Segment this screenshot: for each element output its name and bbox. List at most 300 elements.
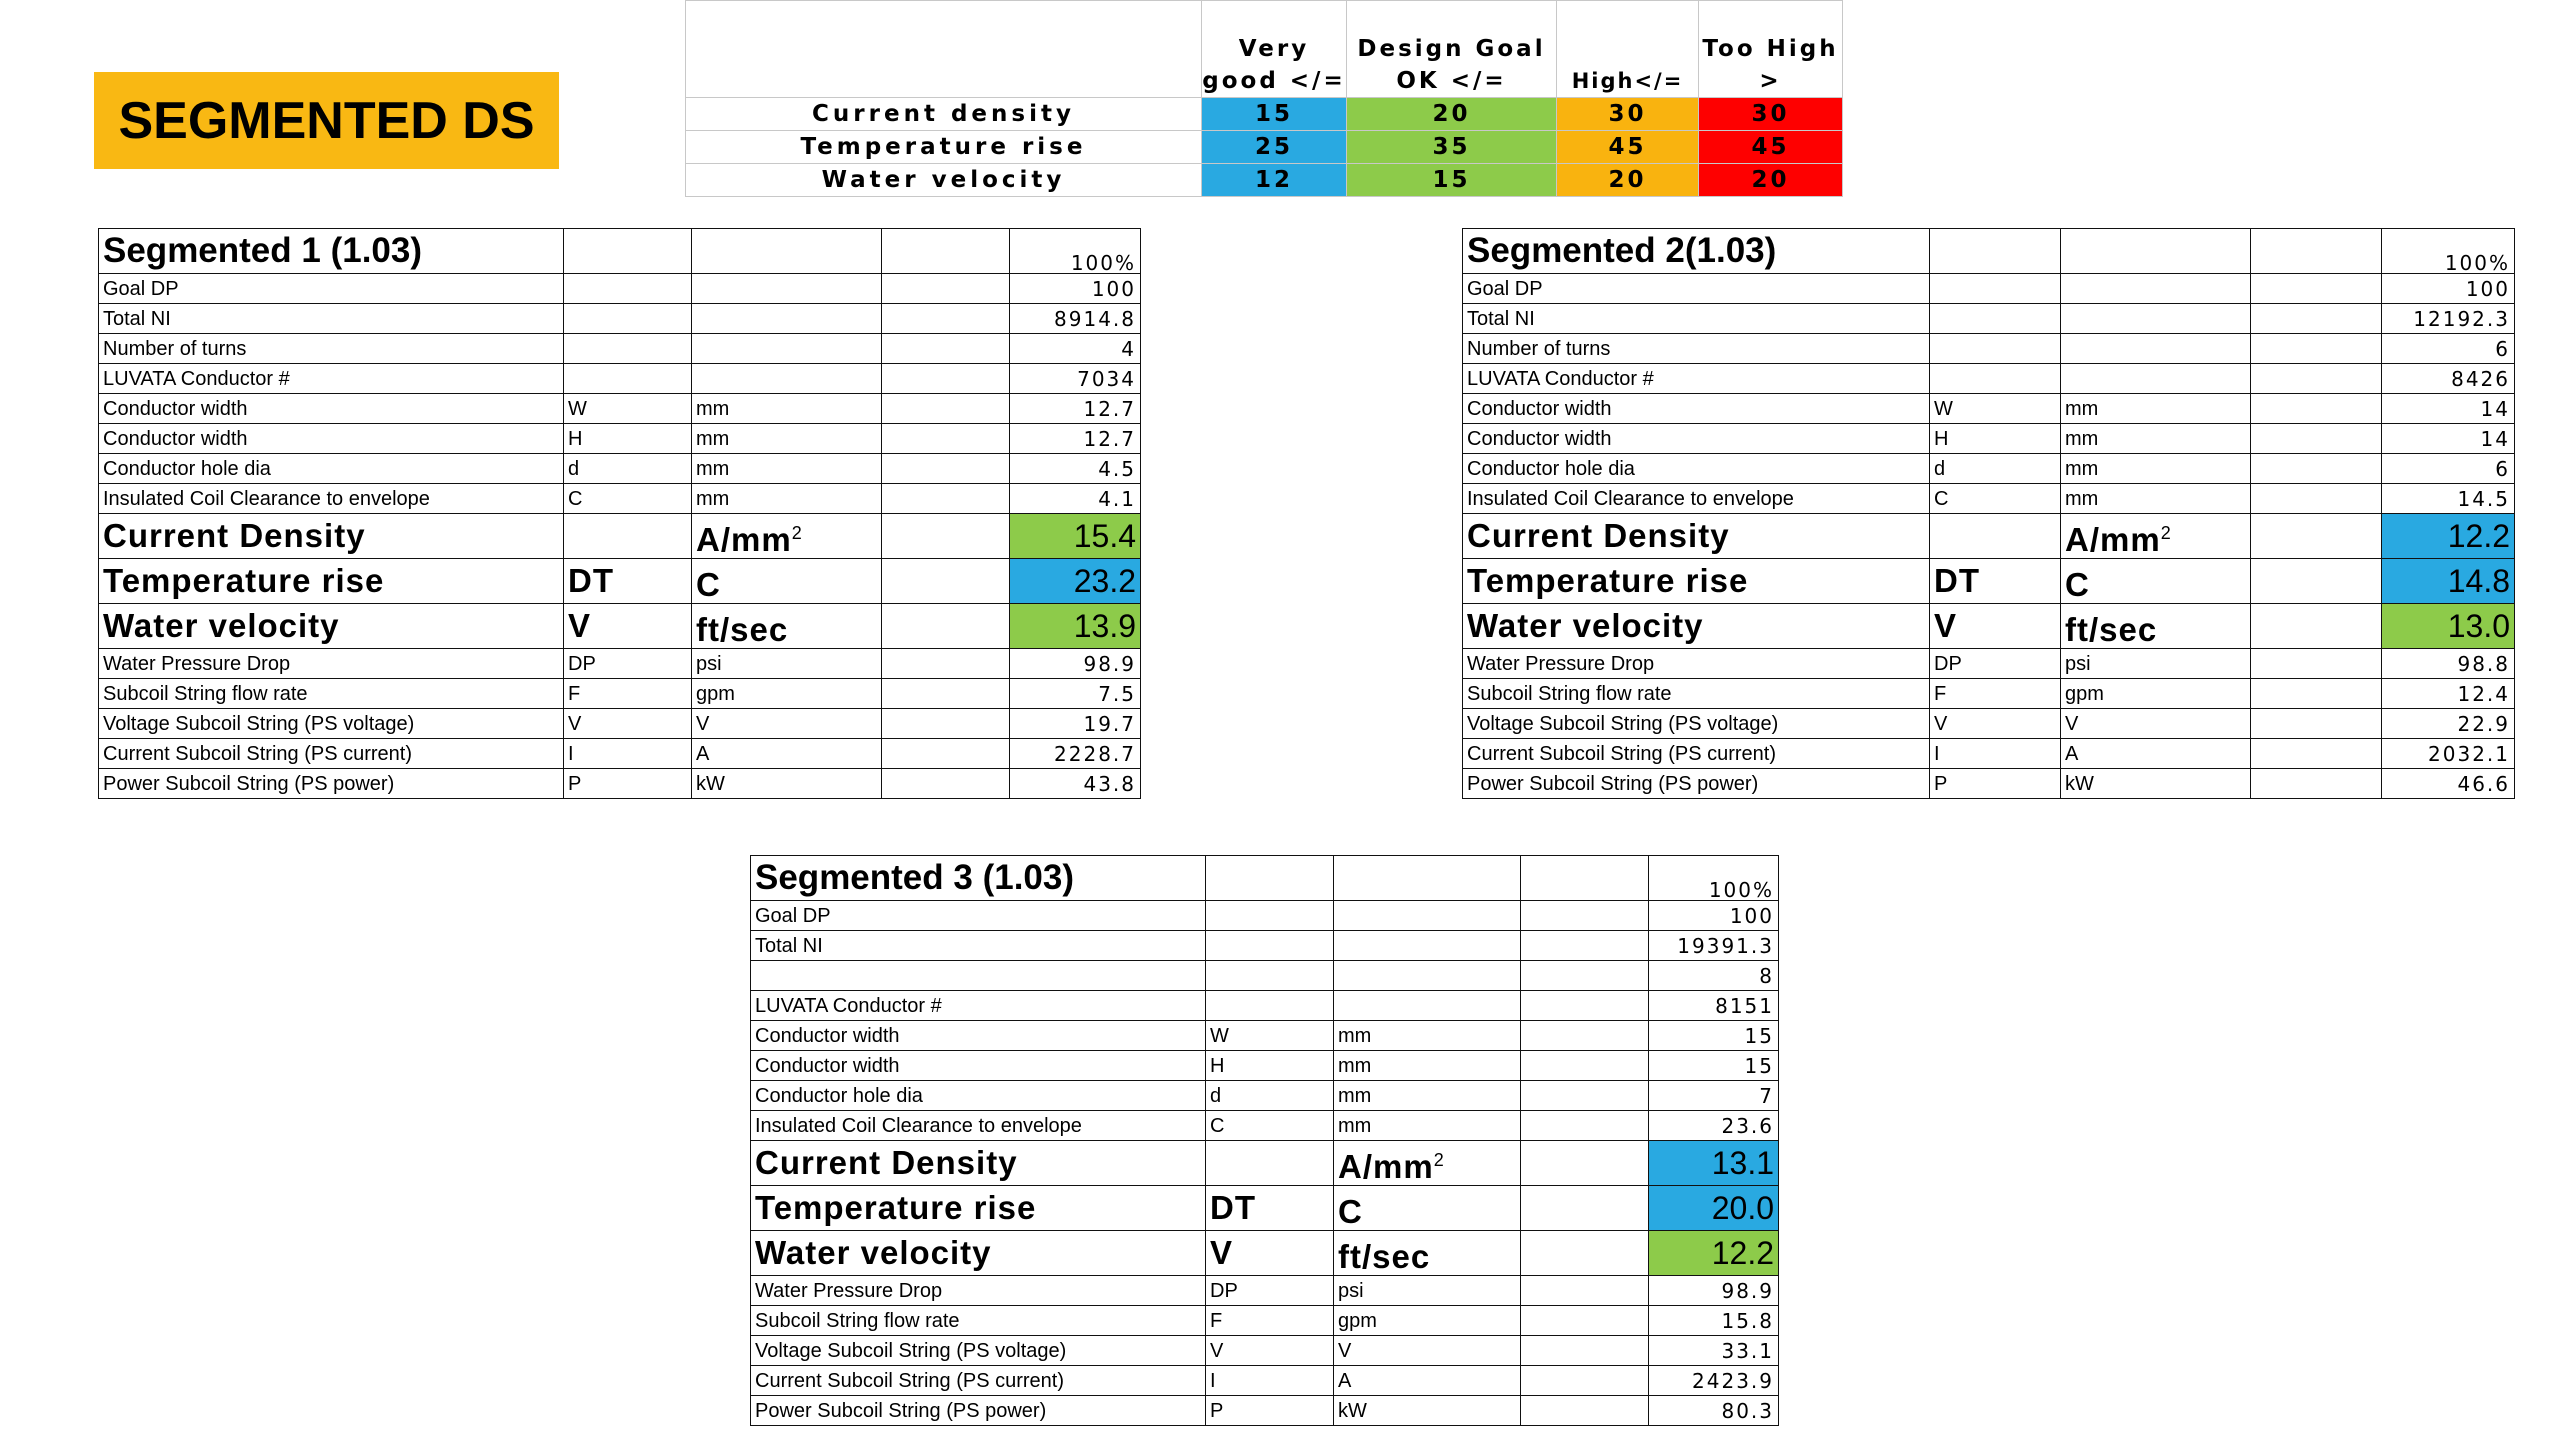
row-symbol: I xyxy=(1930,739,2061,769)
key-metric-label: Current Density xyxy=(751,1141,1206,1186)
row-symbol: F xyxy=(1930,679,2061,709)
row-value: 98.8 xyxy=(2382,649,2515,679)
table-row xyxy=(1463,649,2515,679)
row-value: 12.7 xyxy=(1010,394,1141,424)
empty-cell xyxy=(1521,1336,1649,1366)
row-symbol: F xyxy=(1206,1306,1334,1336)
row-unit: V xyxy=(1334,1336,1521,1366)
empty-cell xyxy=(882,304,1010,334)
row-label: Power Subcoil String (PS power) xyxy=(751,1396,1206,1426)
row-value: 23.6 xyxy=(1649,1111,1779,1141)
row-value: 14.5 xyxy=(2382,484,2515,514)
table-row xyxy=(99,709,1141,739)
row-value: 12192.3 xyxy=(2382,304,2515,334)
key-metric-unit-cell xyxy=(1334,1231,1521,1276)
row-symbol xyxy=(564,364,692,394)
row-label: Current Subcoil String (PS current) xyxy=(99,739,564,769)
segment-2-table xyxy=(1462,228,2515,799)
row-label: LUVATA Conductor # xyxy=(1463,364,1930,394)
key-metric-unit: C xyxy=(1338,1192,1363,1230)
key-metric-unit-cell xyxy=(2061,514,2251,559)
row-unit: mm xyxy=(2061,394,2251,424)
row-symbol: C xyxy=(564,484,692,514)
empty-cell xyxy=(882,649,1010,679)
row-label: Water Pressure Drop xyxy=(1463,649,1930,679)
empty-cell xyxy=(2061,229,2251,274)
empty-cell xyxy=(2251,274,2382,304)
row-unit: gpm xyxy=(1334,1306,1521,1336)
row-value: 4 xyxy=(1010,334,1141,364)
key-metric-unit-exponent: 2 xyxy=(791,522,803,543)
key-metric-unit: ft/sec xyxy=(696,610,789,648)
table-row xyxy=(99,304,1141,334)
row-unit xyxy=(1334,961,1521,991)
row-label: Conductor width xyxy=(1463,394,1930,424)
segment-percent: 100% xyxy=(1649,856,1779,901)
row-value: 2423.9 xyxy=(1649,1366,1779,1396)
row-symbol: W xyxy=(1206,1021,1334,1051)
key-metric-row xyxy=(99,514,1141,559)
empty-cell xyxy=(1930,229,2061,274)
row-label: Conductor hole dia xyxy=(1463,454,1930,484)
row-value: 12.7 xyxy=(1010,424,1141,454)
empty-cell xyxy=(882,514,1010,559)
row-unit: psi xyxy=(1334,1276,1521,1306)
row-label: Goal DP xyxy=(1463,274,1930,304)
row-unit: mm xyxy=(1334,1111,1521,1141)
table-row xyxy=(751,1021,1779,1051)
row-symbol: I xyxy=(564,739,692,769)
table-row xyxy=(751,931,1779,961)
segment-3-table xyxy=(750,855,1779,1426)
row-value: 8426 xyxy=(2382,364,2515,394)
row-symbol: d xyxy=(564,454,692,484)
table-row xyxy=(751,961,1779,991)
legend-header-too-high: Too High > xyxy=(1699,1,1843,98)
empty-cell xyxy=(1521,856,1649,901)
row-value: 14 xyxy=(2382,394,2515,424)
row-label: Subcoil String flow rate xyxy=(99,679,564,709)
key-metric-unit: C xyxy=(696,565,721,603)
empty-cell xyxy=(1521,1111,1649,1141)
row-unit: kW xyxy=(1334,1396,1521,1426)
table-row xyxy=(99,454,1141,484)
empty-cell xyxy=(1206,856,1334,901)
table-row xyxy=(99,394,1141,424)
row-unit: V xyxy=(2061,709,2251,739)
table-row xyxy=(99,364,1141,394)
row-value: 15 xyxy=(1649,1021,1779,1051)
row-value: 12.4 xyxy=(2382,679,2515,709)
empty-cell xyxy=(882,709,1010,739)
row-symbol xyxy=(1206,961,1334,991)
row-unit: A xyxy=(692,739,882,769)
table-row xyxy=(751,1081,1779,1111)
table-row xyxy=(751,1396,1779,1426)
row-symbol xyxy=(1930,364,2061,394)
key-metric-value: 12.2 xyxy=(1649,1231,1779,1276)
empty-cell xyxy=(2251,739,2382,769)
row-unit xyxy=(2061,364,2251,394)
row-unit: V xyxy=(692,709,882,739)
table-row xyxy=(1463,364,2515,394)
table-row xyxy=(99,649,1141,679)
row-symbol: P xyxy=(1206,1396,1334,1426)
legend-cell: 15 xyxy=(1347,164,1557,197)
row-label: Power Subcoil String (PS power) xyxy=(1463,769,1930,799)
row-value: 80.3 xyxy=(1649,1396,1779,1426)
empty-cell xyxy=(2251,604,2382,649)
table-row xyxy=(751,1306,1779,1336)
row-value: 6 xyxy=(2382,334,2515,364)
row-symbol xyxy=(1206,991,1334,1021)
table-row xyxy=(99,769,1141,799)
key-metric-row xyxy=(99,559,1141,604)
legend-corner xyxy=(686,1,1202,98)
row-symbol xyxy=(1930,274,2061,304)
key-metric-label: Water velocity xyxy=(751,1231,1206,1276)
legend-cell: 20 xyxy=(1699,164,1843,197)
row-label: Insulated Coil Clearance to envelope xyxy=(99,484,564,514)
empty-cell xyxy=(692,229,882,274)
row-label: Number of turns xyxy=(1463,334,1930,364)
row-unit xyxy=(2061,334,2251,364)
key-metric-label: Temperature rise xyxy=(751,1186,1206,1231)
row-unit xyxy=(1334,901,1521,931)
legend-label: Current density xyxy=(686,98,1202,131)
row-unit: mm xyxy=(2061,484,2251,514)
page-title: SEGMENTED DS xyxy=(94,72,559,169)
row-label: Water Pressure Drop xyxy=(751,1276,1206,1306)
row-unit: kW xyxy=(2061,769,2251,799)
key-metric-unit-cell xyxy=(2061,559,2251,604)
empty-cell xyxy=(882,364,1010,394)
table-row xyxy=(751,1336,1779,1366)
segment-title-row xyxy=(99,229,1141,274)
key-metric-label: Current Density xyxy=(99,514,564,559)
segment-title: Segmented 3 (1.03) xyxy=(751,856,1206,901)
row-unit: mm xyxy=(1334,1051,1521,1081)
row-label: LUVATA Conductor # xyxy=(99,364,564,394)
key-metric-symbol: V xyxy=(1206,1231,1334,1276)
row-unit xyxy=(1334,931,1521,961)
table-row xyxy=(1463,454,2515,484)
key-metric-label: Temperature rise xyxy=(1463,559,1930,604)
table-row xyxy=(751,1051,1779,1081)
row-symbol xyxy=(1206,901,1334,931)
row-symbol xyxy=(564,274,692,304)
row-value: 2032.1 xyxy=(2382,739,2515,769)
empty-cell xyxy=(1521,1231,1649,1276)
table-row xyxy=(1463,679,2515,709)
empty-cell xyxy=(882,424,1010,454)
row-value: 2228.7 xyxy=(1010,739,1141,769)
table-row xyxy=(1463,394,2515,424)
row-label: Power Subcoil String (PS power) xyxy=(99,769,564,799)
key-metric-unit-exponent: 2 xyxy=(2160,522,2172,543)
empty-cell xyxy=(2251,559,2382,604)
key-metric-unit-exponent: 2 xyxy=(1433,1149,1445,1170)
row-label: Total NI xyxy=(99,304,564,334)
row-label: Voltage Subcoil String (PS voltage) xyxy=(1463,709,1930,739)
row-value: 46.6 xyxy=(2382,769,2515,799)
row-symbol: W xyxy=(1930,394,2061,424)
key-metric-symbol xyxy=(1206,1141,1334,1186)
row-unit: mm xyxy=(1334,1021,1521,1051)
row-unit xyxy=(2061,304,2251,334)
row-unit xyxy=(692,334,882,364)
key-metric-value: 12.2 xyxy=(2382,514,2515,559)
row-label: Subcoil String flow rate xyxy=(1463,679,1930,709)
row-value: 19391.3 xyxy=(1649,931,1779,961)
row-value: 22.9 xyxy=(2382,709,2515,739)
empty-cell xyxy=(882,739,1010,769)
row-label: LUVATA Conductor # xyxy=(751,991,1206,1021)
empty-cell xyxy=(1521,1396,1649,1426)
key-metric-row xyxy=(751,1141,1779,1186)
table-row xyxy=(1463,769,2515,799)
row-symbol: H xyxy=(1206,1051,1334,1081)
legend-label: Temperature rise xyxy=(686,131,1202,164)
empty-cell xyxy=(882,559,1010,604)
row-label: Insulated Coil Clearance to envelope xyxy=(751,1111,1206,1141)
row-label: Goal DP xyxy=(99,274,564,304)
row-unit: A xyxy=(2061,739,2251,769)
key-metric-value: 13.0 xyxy=(2382,604,2515,649)
key-metric-label: Water velocity xyxy=(1463,604,1930,649)
row-symbol xyxy=(1930,334,2061,364)
row-label: Voltage Subcoil String (PS voltage) xyxy=(99,709,564,739)
key-metric-value: 15.4 xyxy=(1010,514,1141,559)
key-metric-unit: A/mm xyxy=(696,520,792,558)
row-value: 4.1 xyxy=(1010,484,1141,514)
empty-cell xyxy=(2251,484,2382,514)
row-value: 33.1 xyxy=(1649,1336,1779,1366)
key-metric-symbol: DT xyxy=(564,559,692,604)
table-row xyxy=(751,991,1779,1021)
legend-cell: 15 xyxy=(1202,98,1347,131)
row-symbol: I xyxy=(1206,1366,1334,1396)
key-metric-row xyxy=(1463,604,2515,649)
empty-cell xyxy=(1521,1306,1649,1336)
row-unit: mm xyxy=(692,484,882,514)
key-metric-unit-cell xyxy=(2061,604,2251,649)
legend-cell: 45 xyxy=(1699,131,1843,164)
row-label: Current Subcoil String (PS current) xyxy=(1463,739,1930,769)
segment-percent: 100% xyxy=(2382,229,2515,274)
empty-cell xyxy=(1521,991,1649,1021)
legend-header-row xyxy=(686,1,1843,98)
key-metric-unit: A/mm xyxy=(1338,1147,1434,1185)
row-symbol: P xyxy=(1930,769,2061,799)
row-label: Voltage Subcoil String (PS voltage) xyxy=(751,1336,1206,1366)
empty-cell xyxy=(1334,856,1521,901)
table-row xyxy=(99,274,1141,304)
row-value: 6 xyxy=(2382,454,2515,484)
table-row xyxy=(1463,334,2515,364)
row-value: 100 xyxy=(1649,901,1779,931)
table-row xyxy=(751,1366,1779,1396)
row-symbol: d xyxy=(1206,1081,1334,1111)
table-row xyxy=(1463,424,2515,454)
empty-cell xyxy=(2251,229,2382,274)
row-symbol xyxy=(1930,304,2061,334)
table-row xyxy=(1463,304,2515,334)
row-value: 7 xyxy=(1649,1081,1779,1111)
row-symbol xyxy=(1206,931,1334,961)
empty-cell xyxy=(1521,1141,1649,1186)
row-symbol: V xyxy=(564,709,692,739)
empty-cell xyxy=(2251,334,2382,364)
key-metric-symbol xyxy=(1930,514,2061,559)
key-metric-label: Current Density xyxy=(1463,514,1930,559)
segment-title: Segmented 1 (1.03) xyxy=(99,229,564,274)
row-unit: psi xyxy=(692,649,882,679)
row-unit xyxy=(692,364,882,394)
row-symbol: C xyxy=(1930,484,2061,514)
key-metric-unit-cell xyxy=(1334,1186,1521,1231)
legend-table xyxy=(685,0,1843,197)
row-symbol: V xyxy=(1206,1336,1334,1366)
empty-cell xyxy=(882,604,1010,649)
key-metric-row xyxy=(751,1186,1779,1231)
empty-cell xyxy=(2251,304,2382,334)
row-value: 8151 xyxy=(1649,991,1779,1021)
empty-cell xyxy=(1521,1051,1649,1081)
key-metric-value: 20.0 xyxy=(1649,1186,1779,1231)
row-label: Number of turns xyxy=(99,334,564,364)
table-row xyxy=(751,1276,1779,1306)
empty-cell xyxy=(1521,1366,1649,1396)
empty-cell xyxy=(2251,454,2382,484)
row-value: 15.8 xyxy=(1649,1306,1779,1336)
segment-title-row xyxy=(751,856,1779,901)
empty-cell xyxy=(882,334,1010,364)
key-metric-symbol: DT xyxy=(1930,559,2061,604)
row-label: Goal DP xyxy=(751,901,1206,931)
row-unit: mm xyxy=(2061,424,2251,454)
legend-row xyxy=(686,164,1843,197)
row-value: 19.7 xyxy=(1010,709,1141,739)
row-symbol: F xyxy=(564,679,692,709)
key-metric-unit-cell xyxy=(1334,1141,1521,1186)
row-unit: mm xyxy=(692,454,882,484)
empty-cell xyxy=(882,454,1010,484)
empty-cell xyxy=(882,229,1010,274)
table-row xyxy=(751,901,1779,931)
row-unit: psi xyxy=(2061,649,2251,679)
row-label: Conductor width xyxy=(1463,424,1930,454)
row-symbol xyxy=(564,334,692,364)
empty-cell xyxy=(1521,1081,1649,1111)
empty-cell xyxy=(2251,679,2382,709)
table-row xyxy=(1463,739,2515,769)
table-row xyxy=(751,1111,1779,1141)
empty-cell xyxy=(2251,514,2382,559)
empty-cell xyxy=(2251,364,2382,394)
legend-row xyxy=(686,131,1843,164)
row-value: 4.5 xyxy=(1010,454,1141,484)
key-metric-row xyxy=(1463,559,2515,604)
key-metric-row xyxy=(99,604,1141,649)
table-row xyxy=(1463,484,2515,514)
row-value: 7034 xyxy=(1010,364,1141,394)
row-label: Total NI xyxy=(751,931,1206,961)
empty-cell xyxy=(1521,1276,1649,1306)
row-value: 98.9 xyxy=(1649,1276,1779,1306)
key-metric-symbol xyxy=(564,514,692,559)
key-metric-symbol: DT xyxy=(1206,1186,1334,1231)
row-symbol xyxy=(564,304,692,334)
row-symbol: C xyxy=(1206,1111,1334,1141)
row-value: 15 xyxy=(1649,1051,1779,1081)
empty-cell xyxy=(1521,931,1649,961)
key-metric-unit: ft/sec xyxy=(1338,1237,1431,1275)
empty-cell xyxy=(2251,769,2382,799)
legend-cell: 30 xyxy=(1557,98,1699,131)
row-unit: kW xyxy=(692,769,882,799)
empty-cell xyxy=(2251,394,2382,424)
table-row xyxy=(1463,274,2515,304)
key-metric-unit-cell xyxy=(692,514,882,559)
empty-cell xyxy=(2251,709,2382,739)
empty-cell xyxy=(1521,961,1649,991)
legend-cell: 45 xyxy=(1557,131,1699,164)
row-unit: A xyxy=(1334,1366,1521,1396)
row-symbol: P xyxy=(564,769,692,799)
table-row xyxy=(99,334,1141,364)
row-value: 100 xyxy=(2382,274,2515,304)
row-symbol: V xyxy=(1930,709,2061,739)
row-unit: gpm xyxy=(2061,679,2251,709)
segment-1-table xyxy=(98,228,1141,799)
legend-cell: 20 xyxy=(1347,98,1557,131)
key-metric-value: 14.8 xyxy=(2382,559,2515,604)
empty-cell xyxy=(882,274,1010,304)
empty-cell xyxy=(882,679,1010,709)
key-metric-label: Water velocity xyxy=(99,604,564,649)
row-label: Current Subcoil String (PS current) xyxy=(751,1366,1206,1396)
row-unit xyxy=(2061,274,2251,304)
row-value: 8 xyxy=(1649,961,1779,991)
row-label: Insulated Coil Clearance to envelope xyxy=(1463,484,1930,514)
table-row xyxy=(99,424,1141,454)
row-unit xyxy=(692,274,882,304)
legend-cell: 30 xyxy=(1699,98,1843,131)
legend-cell: 20 xyxy=(1557,164,1699,197)
row-unit xyxy=(692,304,882,334)
table-row xyxy=(1463,709,2515,739)
empty-cell xyxy=(882,484,1010,514)
row-label xyxy=(751,961,1206,991)
key-metric-row xyxy=(751,1231,1779,1276)
row-label: Total NI xyxy=(1463,304,1930,334)
row-label: Conductor width xyxy=(99,424,564,454)
row-label: Subcoil String flow rate xyxy=(751,1306,1206,1336)
key-metric-row xyxy=(1463,514,2515,559)
row-unit xyxy=(1334,991,1521,1021)
row-unit: mm xyxy=(2061,454,2251,484)
legend-header-very-good: Very good </= xyxy=(1202,1,1347,98)
empty-cell xyxy=(564,229,692,274)
row-value: 8914.8 xyxy=(1010,304,1141,334)
key-metric-unit-cell xyxy=(692,559,882,604)
row-unit: gpm xyxy=(692,679,882,709)
row-unit: mm xyxy=(1334,1081,1521,1111)
key-metric-value: 23.2 xyxy=(1010,559,1141,604)
empty-cell xyxy=(2251,424,2382,454)
key-metric-label: Temperature rise xyxy=(99,559,564,604)
